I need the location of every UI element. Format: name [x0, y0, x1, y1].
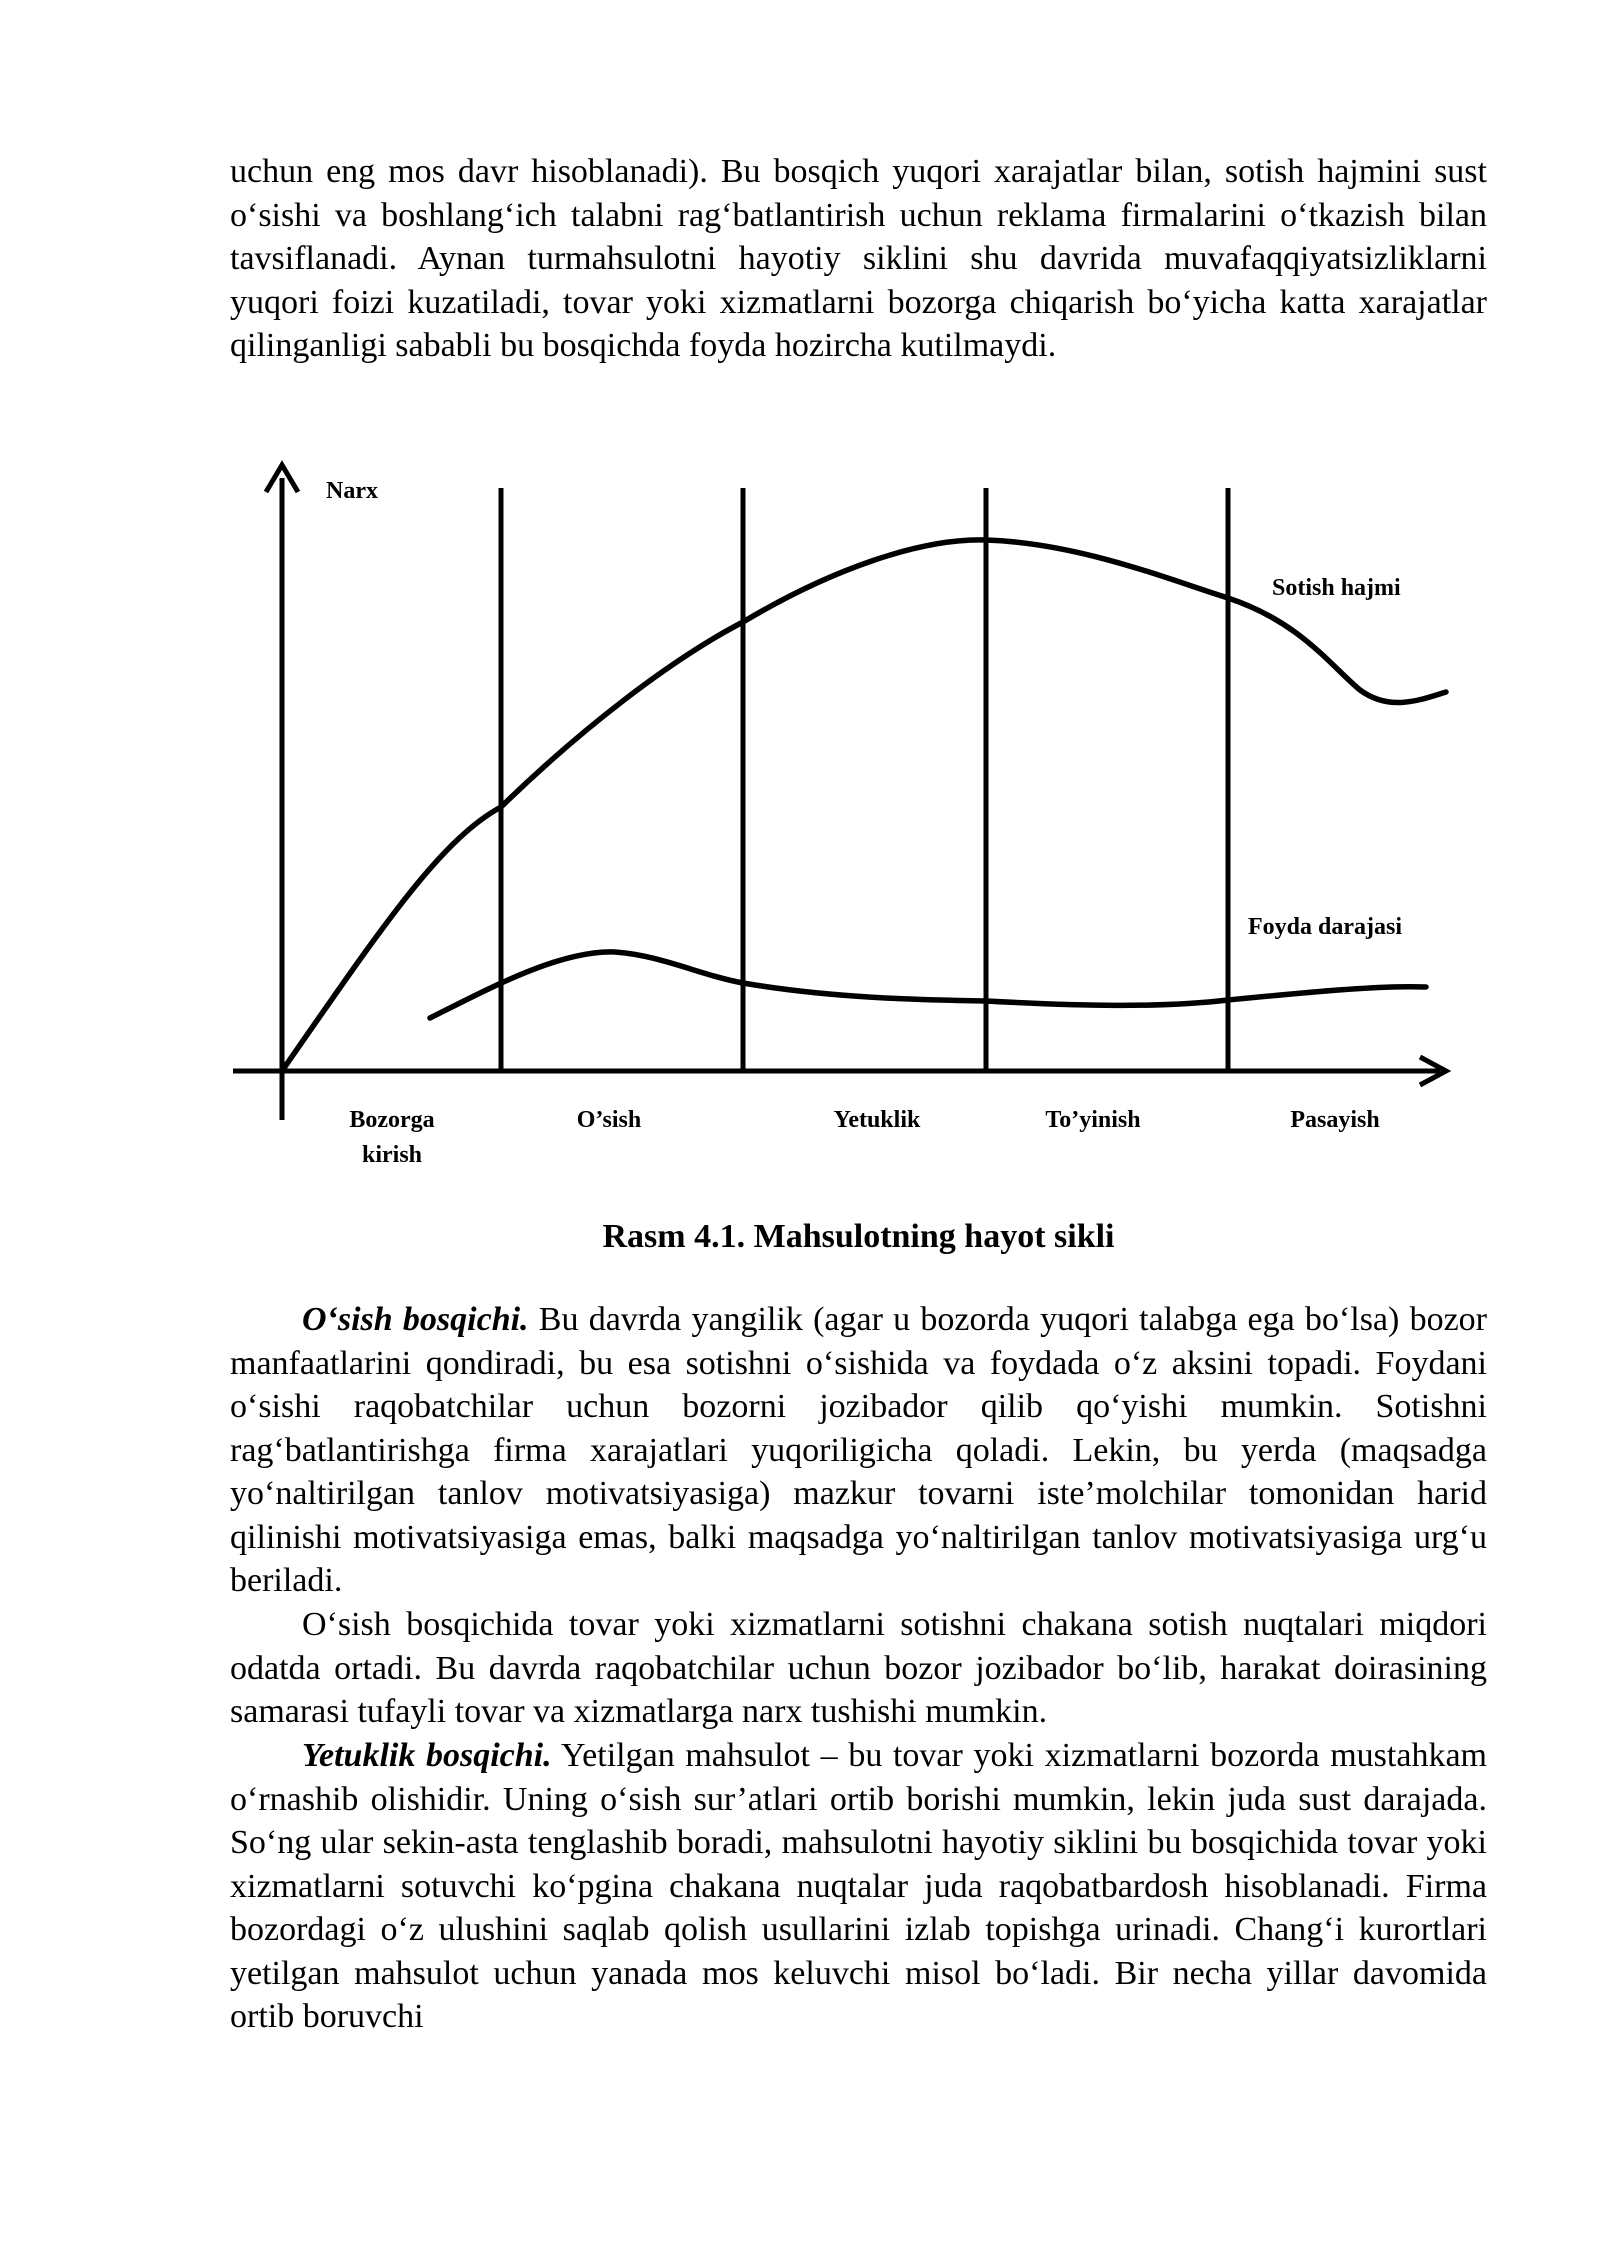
sales-volume-label: Sotish hajmi	[1272, 575, 1401, 601]
growth-stage-second-paragraph: O‘sish bosqichida tovar yoki xizmatlarni sotishni chakana sotish nuqtalari miqdori odatda ortadi. Bu davrda raqobatchilar uchun bozor jozibador bo‘lib, harakat doirasining samarasi tufayli tovar va xizmatlarga narx tushishi mumkin.	[230, 1606, 1487, 1730]
x-axis-arrowhead	[1420, 1057, 1446, 1085]
growth-stage-body: Bu davrda yangilik (agar u bozorda yuqori talabga ega bo‘lsa) bozor manfaatlarini qondiradi, bu esa sotishni o‘sishida va foydada o‘z aksini topadi. Foydani o‘sishi raqobatchilar uchun bozorni jozibador qilib qo‘yishi mumkin. Sotishni rag‘batlantirishga firma xarajatlari yuqoriligicha qoladi. Lekin, bu yerda (maqsadga yo‘naltirilgan tanlov motivatsiyasiga) mazkur tovarni iste’molchilar tomonidan harid qilinishi motivatsiyasiga emas, balki maqsadga yo‘naltirilgan tanlov motivatsiyasiga urg‘u beriladi.	[230, 1301, 1487, 1599]
y-axis-arrowhead	[266, 465, 298, 492]
maturity-stage-paragraph	[230, 1734, 1487, 2039]
profit-level-curve	[430, 952, 1426, 1018]
growth-stage-paragraph	[230, 1298, 1487, 1603]
stage-label-maturity: Yetuklik	[833, 1107, 921, 1133]
figure-caption: Rasm 4.1. Mahsulotning hayot sikli	[602, 1218, 1115, 1255]
y-axis-label: Narx	[326, 478, 378, 504]
maturity-stage-heading: Yetuklik bosqichi.	[302, 1737, 552, 1774]
stage-label-saturation: To’yinish	[1045, 1107, 1141, 1133]
stage-label-decline: Pasayish	[1290, 1107, 1380, 1133]
intro-paragraph: uchun eng mos davr hisoblanadi). Bu bosqich yuqori xarajatlar bilan, sotish hajmini sust o‘sishi va boshlang‘ich talabni rag‘batlantirish uchun reklama firmalarini o‘tkazish bilan tavsiflanadi. Aynan turmahsulotni hayotiy siklini shu davrida muvafaqqiyatsizliklarni yuqori foizi kuzatiladi, tovar yoki xizmatlarni bozorga chiqarish bo‘yicha katta xarajatlar qilinganligi sababli bu bosqichda foyda hozircha kutilmaydi.	[230, 153, 1487, 364]
profit-level-label: Foyda darajasi	[1248, 914, 1403, 940]
stage-label-entry-line1: Bozorga	[349, 1107, 435, 1133]
growth-stage-heading: O‘sish bosqichi.	[302, 1301, 529, 1338]
stage-label-growth: O’sish	[576, 1107, 642, 1133]
stage-label-entry-line2: kirish	[361, 1142, 423, 1168]
maturity-stage-body: Yetilgan mahsulot – bu tovar yoki xizmatlarni bozorda mustahkam o‘rnashib olishidir. Uning o‘sish sur’atlari ortib borishi mumkin, lekin juda sust darajada. So‘ng ular sekin-asta tenglashib boradi, mahsulotni hayotiy siklini bu bosqichida tovar yoki xizmatlarni sotuvchi ko‘pgina chakana nuqtalar juda raqobatbardosh hisoblanadi. Firma bozordagi o‘z ulushini saqlab qolish usullarini izlab topishga urinadi. Chang‘i kurortlari yetilgan mahsulot uchun yanada mos keluvchi misol bo‘ladi. Bir necha yillar davomida ortib boruvchi	[230, 1737, 1487, 2035]
sales-volume-curve	[284, 540, 1446, 1068]
